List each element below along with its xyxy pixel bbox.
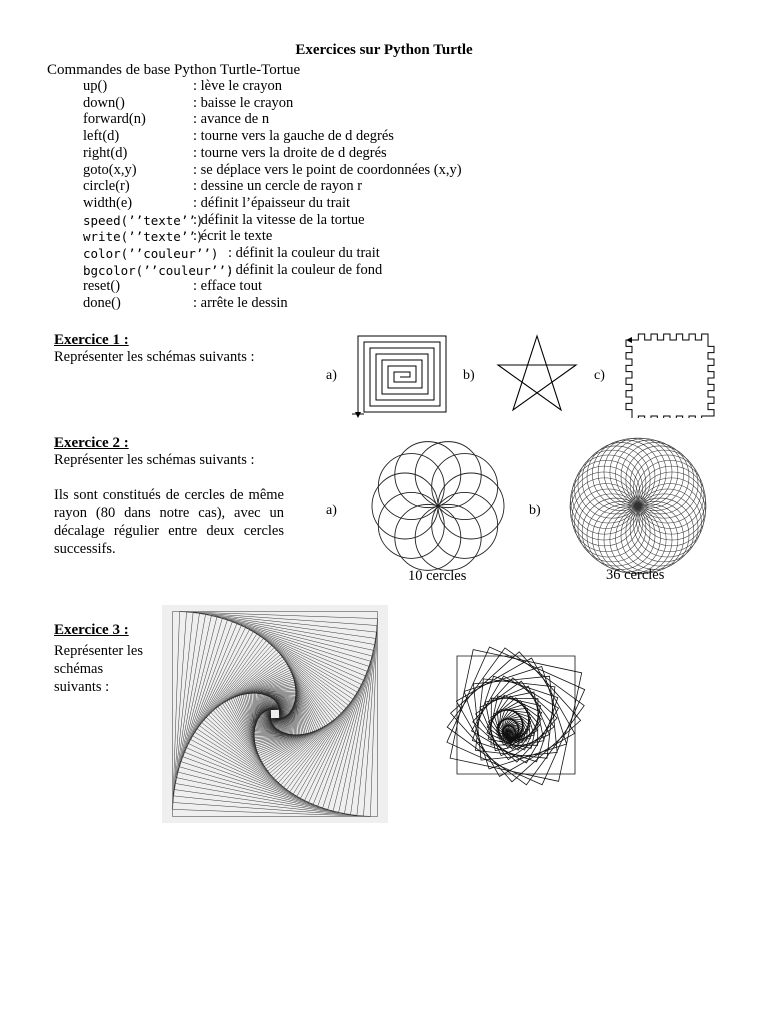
command-name: bgcolor(’’couleur’’): [83, 262, 234, 278]
command-name: reset(): [83, 278, 121, 295]
command-description: : arrête le dessin: [193, 295, 288, 312]
twisted-squares-figure: [162, 605, 388, 823]
rosette-circle: [432, 454, 498, 520]
command-name: goto(x,y): [83, 161, 137, 178]
command-description: : efface tout: [193, 278, 262, 295]
command-description: : lève le crayon: [193, 78, 282, 94]
command-description: : tourne vers la gauche de d degrés: [193, 128, 394, 145]
exercise-1-label-a: a): [326, 368, 337, 383]
command-name: done(): [83, 295, 121, 312]
exercise-1-text: Représenter les schémas suivants :: [54, 349, 255, 365]
command-description: : avance de n: [193, 111, 270, 128]
exercise-1-label-b: b): [463, 368, 475, 383]
command-name: width(e): [83, 194, 133, 211]
command-description: : dessine un cercle de rayon r: [193, 178, 363, 195]
exercise-2-paragraph: Ils sont constitués de cercles de même rayon (80 dans notre cas), avec un décalage régulier entre deux cercles successifs.: [54, 487, 284, 557]
rosette-circle: [432, 492, 498, 558]
rosette-circle: [372, 473, 438, 539]
command-description: : définit la couleur du trait: [228, 245, 380, 261]
command-name: color(’’couleur’’): [83, 246, 219, 261]
rosette-circle: [378, 454, 444, 520]
page-title: Exercices sur Python Turtle: [295, 42, 473, 58]
command-description: : tourne vers la droite de d degrés: [193, 144, 387, 161]
command-name: up(): [83, 78, 108, 94]
spiral-square: [473, 676, 557, 760]
exercise-3-text: Représenter les schémas suivants :: [54, 643, 143, 695]
command-description: : définit la vitesse de la tortue: [193, 211, 365, 228]
exercise-2-label-a: a): [326, 503, 337, 518]
exercise-2-title: Exercice 2 :: [54, 435, 129, 451]
command-description: : définit l’épaisseur du trait: [193, 194, 351, 211]
exercise-1-label-c: c): [594, 368, 605, 383]
caption-10-circles: 10 cercles: [408, 568, 467, 584]
command-name: left(d): [83, 128, 120, 145]
command-name: speed(’’texte’’): [83, 212, 204, 228]
command-description: : baisse le crayon: [193, 94, 294, 111]
rosette-circle: [395, 504, 461, 570]
thirty-six-circles-rosette-figure: [568, 436, 708, 576]
intro-heading: Commandes de base Python Turtle-Tortue: [47, 62, 301, 78]
command-name: forward(n): [83, 111, 146, 128]
exercise-1-title: Exercice 1 :: [54, 332, 129, 348]
rosette-circle: [415, 442, 481, 508]
command-name: right(d): [83, 144, 128, 161]
command-description: : définit la couleur de fond: [228, 261, 383, 278]
command-name: write(’’texte’’): [83, 229, 204, 245]
spiral-square: [447, 647, 585, 785]
ten-circles-rosette-figure: [370, 438, 506, 574]
star-figure: [492, 332, 582, 416]
command-description: : écrit le texte: [193, 228, 273, 245]
caption-36-circles: 36 cercles: [606, 567, 665, 583]
rosette-circle: [378, 492, 444, 558]
crenellated-square-figure: [622, 332, 716, 418]
square-spiral-figure: [352, 332, 452, 418]
rotating-squares-spiral-figure: [398, 602, 634, 828]
command-description: : se déplace vers le point de coordonnées (x,y): [193, 161, 462, 178]
rosette-circle: [415, 504, 481, 570]
exercise-2-label-b: b): [529, 503, 541, 518]
command-name: down(): [83, 94, 125, 111]
rosette-circle: [438, 473, 504, 539]
exercise-2-text: Représenter les schémas suivants :: [54, 452, 255, 468]
rosette-circle: [395, 442, 461, 508]
exercise-3-title: Exercice 3 :: [54, 622, 129, 638]
spiral-square: [447, 648, 584, 785]
command-name: circle(r): [83, 178, 130, 195]
